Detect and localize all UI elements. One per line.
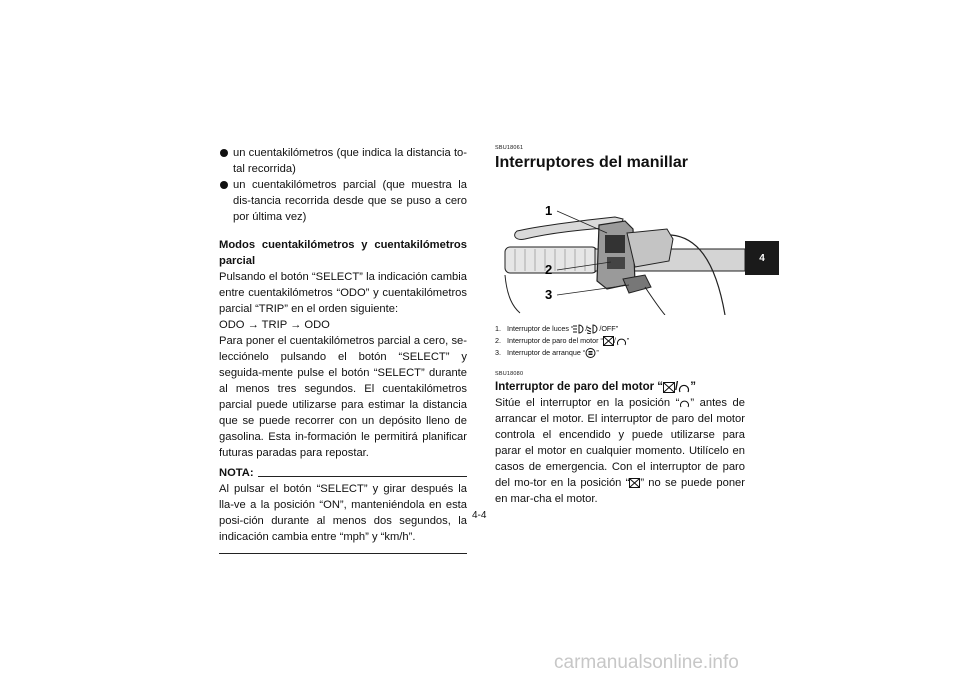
note-rule (258, 476, 467, 477)
figure-captions (495, 323, 745, 359)
engine-run-icon (678, 382, 690, 393)
caption-item: 3. Interruptor de arranque “ ” (495, 348, 599, 357)
left-column (219, 145, 467, 554)
chapter-tab: 4 (745, 241, 779, 275)
mode-sequence: ODO → TRIP → ODO (219, 319, 330, 331)
handlebar-figure (495, 187, 745, 315)
watermark: carmanualsonline.info (554, 652, 739, 673)
high-beam-icon (573, 324, 585, 334)
bullet-dot-icon (220, 181, 228, 189)
handlebar-switch-illustration (495, 187, 745, 315)
bullet-item: un cuentakilómetros (que indica la distancia to-tal recorrida) (219, 145, 467, 177)
figure-label: 2 (545, 262, 553, 277)
engine-stop-icon (663, 382, 675, 393)
paragraph: Para poner el cuentakilómetros parcial a cero, se-lecciónelo pulsando el botón “SELECT” y seguida-mente pulse el botón “SELECT” durante al menos tres segundos. El cuentakilómetros parcial puede utilizarse para estimar la distancia que se puede recorrer con un depósito lleno de gasolina. Esta in-formación le permitirá planificar futuras paradas para repostar. (219, 335, 467, 459)
note-label: NOTA: (219, 467, 254, 479)
engine-run-icon (679, 398, 690, 408)
figure-label: 3 (545, 287, 553, 302)
section-code: SBU18080 (495, 371, 524, 377)
section-code: SBU18061 (495, 145, 524, 151)
starter-icon (585, 348, 596, 358)
right-column (495, 145, 745, 507)
note-box (219, 465, 467, 554)
engine-run-icon (616, 336, 627, 346)
paragraph: Pulsando el botón “SELECT” la indicación cambia entre cuentakilómetros “ODO” y cuentakilómetros parcial “TRIP” en el orden siguiente: (219, 271, 467, 315)
note-text: Al pulsar el botón “SELECT” y girar después la lla-ve a la posición “ON”, manteniéndola en esta posi-ción durante al menos dos segundos, la indicación cambia entre “mph” y “km/h”. (219, 483, 467, 543)
page-number: 4-4 (472, 510, 487, 521)
caption-item: 1. Interruptor de luces “ / /OFF” (495, 324, 619, 333)
bullet-dot-icon (220, 149, 228, 157)
subsection-title: Interruptor de paro del motor “ / ” (495, 381, 696, 393)
figure-label: 1 (545, 203, 553, 218)
paragraph: Sitúe el interruptor en la posición “ ” antes de arrancar el motor. El interruptor de paro del motor controla el encendido y puede utilizarse para parar el motor en cualquier momento. Utilícelo en casos de emergencia. Con el interruptor de paro del mo-tor en la posición “ ” no se puede poner en mar-cha el motor. (495, 397, 745, 505)
section-title: Interruptores del manillar (495, 154, 688, 171)
caption-item: 2. Interruptor de paro del motor “ / ” (495, 336, 630, 345)
low-beam-icon (587, 324, 599, 334)
bullet-item: un cuentakilómetros parcial (que muestra la dis-tancia recorrida desde que se puso a cero por última vez) (219, 177, 467, 225)
engine-stop-icon (603, 336, 614, 346)
engine-stop-icon (629, 478, 640, 488)
section-heading: Modos cuentakilómetros y cuentakilómetros parcial (219, 239, 467, 267)
